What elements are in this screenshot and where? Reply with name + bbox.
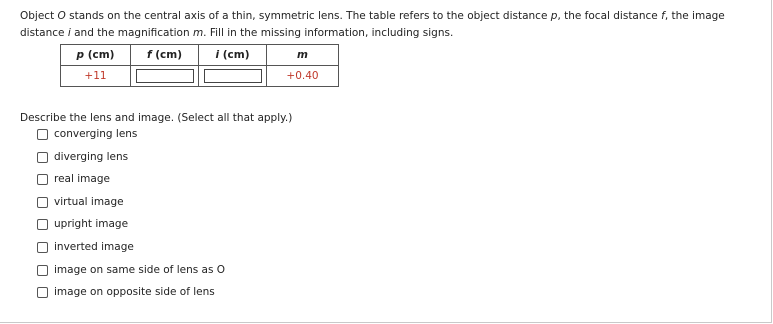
header-object-distance: p (cm) [61, 45, 131, 66]
lens-data-table [60, 44, 339, 87]
header-image-distance: i (cm) [199, 45, 267, 66]
header-focal-distance: f (cm) [131, 45, 199, 66]
option-label: real image [54, 173, 110, 185]
magnification-value: +0.40 [267, 66, 339, 87]
option-label: diverging lens [54, 151, 129, 163]
header-magnification: m [267, 45, 339, 66]
checkbox[interactable] [37, 129, 48, 140]
checkbox[interactable] [37, 242, 48, 253]
option-label: converging lens [54, 128, 138, 140]
option-label: image on opposite side of lens [54, 286, 215, 298]
checkbox[interactable] [37, 197, 48, 208]
select-all-question: Describe the lens and image. (Select all that apply.) [20, 112, 293, 124]
focal-distance-input[interactable] [136, 69, 194, 83]
checkbox[interactable] [37, 287, 48, 298]
option-label: virtual image [54, 196, 124, 208]
option-label: image on same side of lens as O [54, 264, 226, 276]
image-distance-input[interactable] [204, 69, 262, 83]
object-distance-value: +11 [61, 66, 131, 87]
table-header-row [61, 45, 339, 66]
table-row [61, 66, 339, 87]
option-label: upright image [54, 218, 129, 230]
problem-statement: Object O stands on the central axis of a thin, symmetric lens. The table refers to the object distance p, the focal distance f, the image distance i and the magnification m. Fill in the missing information, including signs. [20, 10, 725, 39]
option-label: inverted image [54, 241, 134, 253]
checkbox[interactable] [37, 265, 48, 276]
image-distance-cell [199, 66, 267, 87]
focal-distance-cell [131, 66, 199, 87]
checkbox[interactable] [37, 152, 48, 163]
checkbox[interactable] [37, 219, 48, 230]
checkbox[interactable] [37, 174, 48, 185]
